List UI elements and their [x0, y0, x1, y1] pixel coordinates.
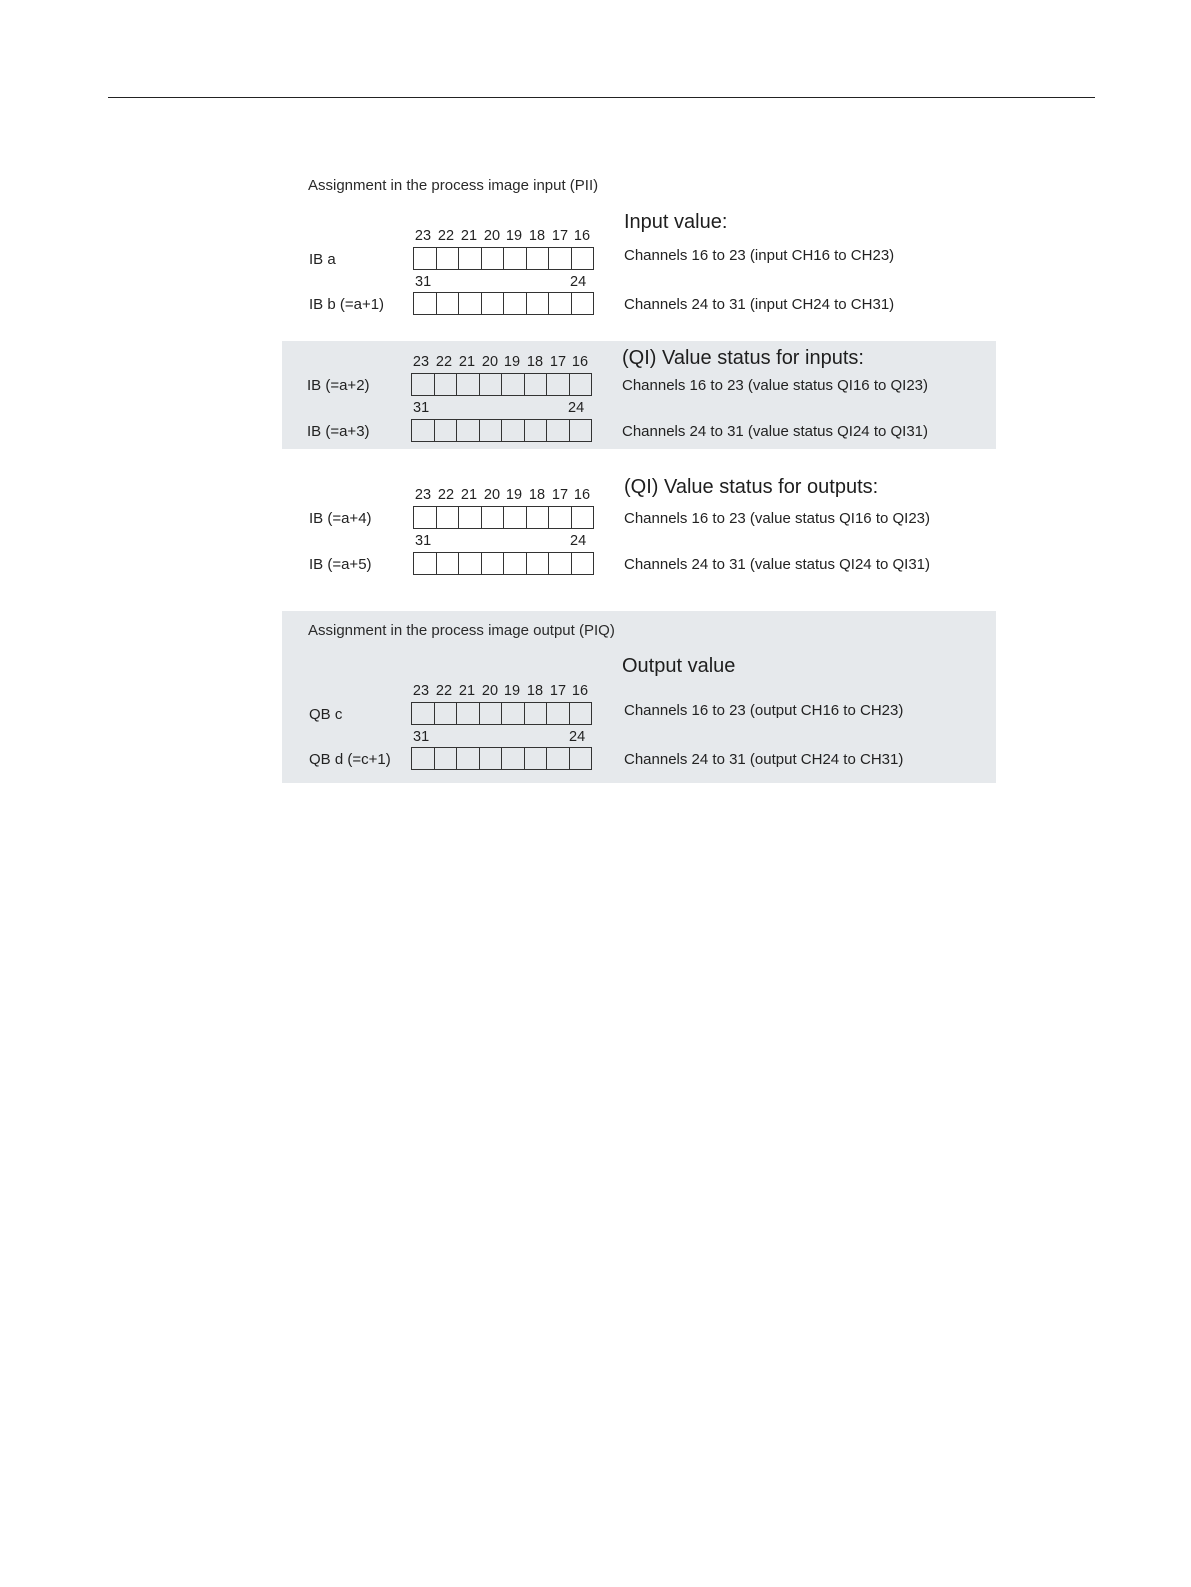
byte-bit-field	[411, 373, 592, 396]
byte-label: IB a	[309, 251, 336, 268]
byte-bit-field	[413, 506, 594, 529]
byte-description: Channels 24 to 31 (input CH24 to CH31)	[624, 296, 895, 313]
bit-number-31: 31	[415, 533, 432, 549]
header-rule	[108, 97, 1095, 98]
group-heading-input-value: Input value:	[624, 211, 728, 233]
group-heading-output-value: Output value	[622, 655, 736, 677]
byte-description: Channels 24 to 31 (value status QI24 to QI31)	[622, 423, 929, 440]
bit-number-24: 24	[570, 274, 587, 290]
pii-caption: Assignment in the process image input (PII)	[308, 177, 599, 194]
byte-label: IB b (=a+1)	[309, 296, 385, 313]
bit-number-31: 31	[413, 729, 430, 745]
bit-number-31: 31	[413, 400, 430, 416]
byte-description: Channels 16 to 23 (value status QI16 to QI23)	[622, 377, 929, 394]
byte-label: QB c	[309, 706, 343, 723]
bit-numbers-row: 23 22 21 20 19 18 17 16	[414, 487, 591, 503]
byte-description: Channels 24 to 31 (output CH24 to CH31)	[624, 751, 904, 768]
byte-description: Channels 24 to 31 (value status QI24 to QI31)	[624, 556, 931, 573]
bit-number-24: 24	[569, 729, 586, 745]
byte-bit-field	[413, 552, 594, 575]
byte-description: Channels 16 to 23 (input CH16 to CH23)	[624, 247, 895, 264]
byte-label: QB d (=c+1)	[309, 751, 391, 768]
bit-numbers-row: 23 22 21 20 19 18 17 16	[412, 354, 589, 370]
byte-label: IB (=a+2)	[307, 377, 370, 394]
group-heading-value-status-outputs: (QI) Value status for outputs:	[624, 476, 879, 498]
byte-description: Channels 16 to 23 (output CH16 to CH23)	[624, 702, 904, 719]
piq-caption: Assignment in the process image output (PIQ)	[308, 622, 615, 639]
byte-bit-field	[411, 702, 592, 725]
bit-number-31: 31	[415, 274, 432, 290]
bit-number-24: 24	[568, 400, 585, 416]
byte-bit-field	[411, 419, 592, 442]
group-heading-value-status-inputs: (QI) Value status for inputs:	[622, 347, 864, 369]
byte-bit-field	[413, 247, 594, 270]
byte-label: IB (=a+4)	[309, 510, 372, 527]
byte-label: IB (=a+5)	[309, 556, 372, 573]
byte-bit-field	[413, 292, 594, 315]
bit-numbers-row: 23 22 21 20 19 18 17 16	[414, 228, 591, 244]
bit-numbers-row: 23 22 21 20 19 18 17 16	[412, 683, 589, 699]
bit-number-24: 24	[570, 533, 587, 549]
byte-label: IB (=a+3)	[307, 423, 370, 440]
byte-bit-field	[411, 747, 592, 770]
byte-description: Channels 16 to 23 (value status QI16 to QI23)	[624, 510, 931, 527]
